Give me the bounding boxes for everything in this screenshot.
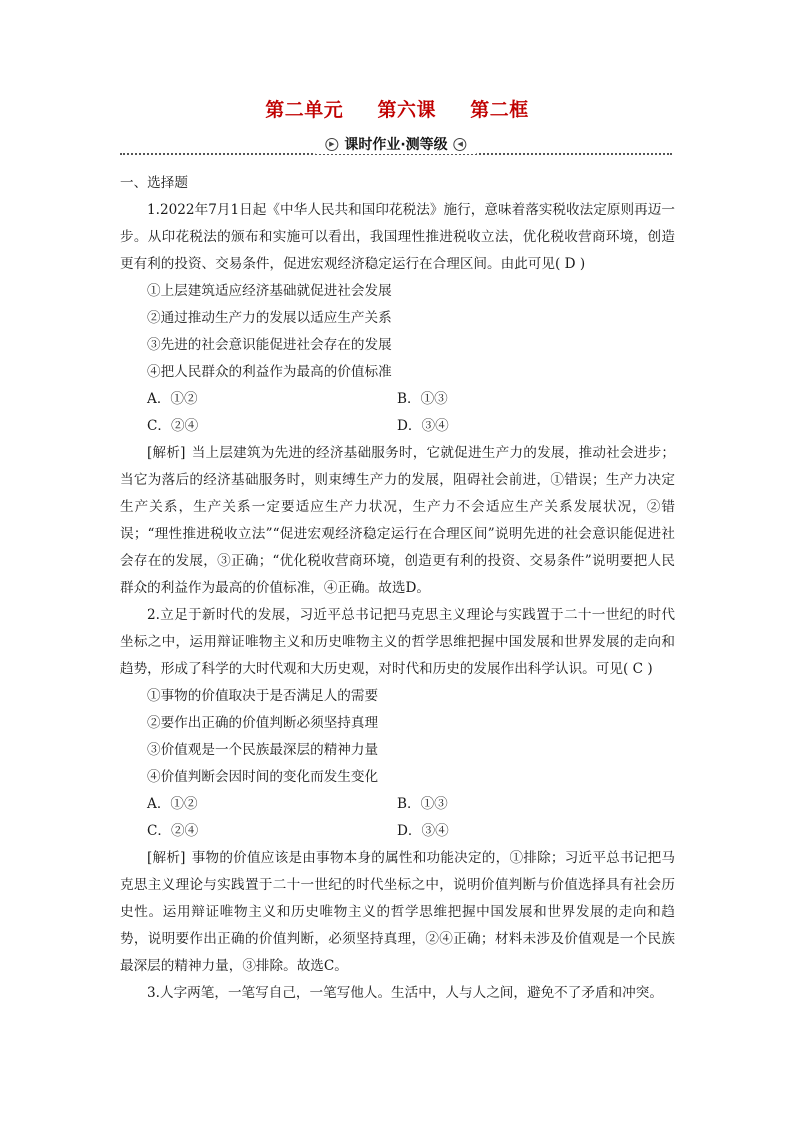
choice-b: B．①③ — [397, 391, 448, 407]
play-left-icon: ◀ — [454, 138, 467, 151]
choice-a: A．①② — [147, 391, 198, 407]
choice-d: D．③④ — [397, 418, 449, 434]
choice-c: C．②④ — [147, 418, 199, 434]
analysis-paragraph — [120, 440, 675, 602]
question-stem: 3.人字两笔，一笔写自己，一笔写他人。生活中，人与人之间，避免不了矛盾和冲突。 — [147, 985, 663, 1001]
section-heading: 一、选择题 — [120, 175, 188, 191]
statement-option: ②通过推动生产力的发展以适应生产关系 — [147, 310, 392, 326]
page-title: 第二单元 第六课 第二框 — [265, 99, 529, 121]
document-body — [120, 170, 675, 1007]
homework-badge — [315, 134, 476, 154]
question-stem: 1.2022年7月1日起《中华人民共和国印花税法》施行，意味着落实税收法定原则再迈一步。从印花税法的颁布和实施可以看出，我国理性推进税收立法，优化税收营商环境，创造更有利的投资、交易条件，促进宏观经济稳定运行在合理区间。由此可见( D ) — [120, 202, 675, 272]
choice-c: C．②④ — [147, 823, 199, 839]
statement-option: ③先进的社会意识能促进社会存在的发展 — [147, 337, 392, 353]
statement-option: ②要作出正确的价值判断必须坚持真理 — [147, 715, 379, 731]
statement-option: ④价值判断会因时间的变化而发生变化 — [147, 769, 379, 785]
statement-option: ③价值观是一个民族最深层的精神力量 — [147, 742, 379, 758]
answer-choices — [120, 791, 675, 818]
analysis-text: 当上层建筑为先进的经济基础服务时，它就促进生产力的发展，推动社会进步；当它为落后的经济基础服务时，则束缚生产力的发展，阻碍社会前进，①错误；生产力决定生产关系，生产关系一定要适应生产力状况，生产力不会适应生产关系发展状况，②错误；“理性推进税收立法”“促进宏观经济稳定运行在合理区间”说明先进的社会意识能促进社会存在的发展，③正确；“优化税收营商环境，创造更有利的投资、交易条件”说明要把人民群众的利益作为最高的价值标准，④正确。故选D。 — [120, 445, 676, 596]
analysis-text: 事物的价值应该是由事物本身的属性和功能决定的，①排除；习近平总书记把马克思主义理论与实践置于二十一世纪的时代坐标之中，说明价值判断与价值选择具有社会历史性。运用辩证唯物主义和历史唯物主义的哲学思维把握中国发展和世界发展的走向和趋势，说明要作出正确的价值判断，必须坚持真理，②④正确；材料未涉及价值观是一个民族最深层的精神力量，③排除。故选C。 — [120, 850, 676, 974]
section-header-bar — [120, 134, 672, 160]
analysis-paragraph — [120, 845, 675, 980]
choice-b: B．①③ — [397, 796, 448, 812]
answer-choices — [120, 818, 675, 845]
statement-option: ①上层建筑适应经济基础就促进社会发展 — [147, 283, 392, 299]
question-stem: 2.立足于新时代的发展，习近平总书记把马克思主义理论与实践置于二十一世纪的时代坐标之中，运用辩证唯物主义和历史唯物主义的哲学思维把握中国发展和世界发展的走向和趋势，形成了科学的大时代观和大历史观，对时代和历史的发展作出科学认识。可见( C ) — [120, 607, 675, 677]
choice-a: A．①② — [147, 796, 198, 812]
analysis-tag: [解析] — [147, 850, 186, 866]
analysis-tag: [解析] — [147, 445, 186, 461]
play-right-icon: ▶ — [325, 138, 338, 151]
statement-option: ④把人民群众的利益作为最高的价值标准 — [147, 364, 392, 380]
answer-choices — [120, 386, 675, 413]
answer-choices — [120, 413, 675, 440]
choice-d: D．③④ — [397, 823, 449, 839]
statement-option: ①事物的价值取决于是否满足人的需要 — [147, 688, 379, 704]
badge-label: 课时作业·测等级 — [344, 137, 448, 153]
